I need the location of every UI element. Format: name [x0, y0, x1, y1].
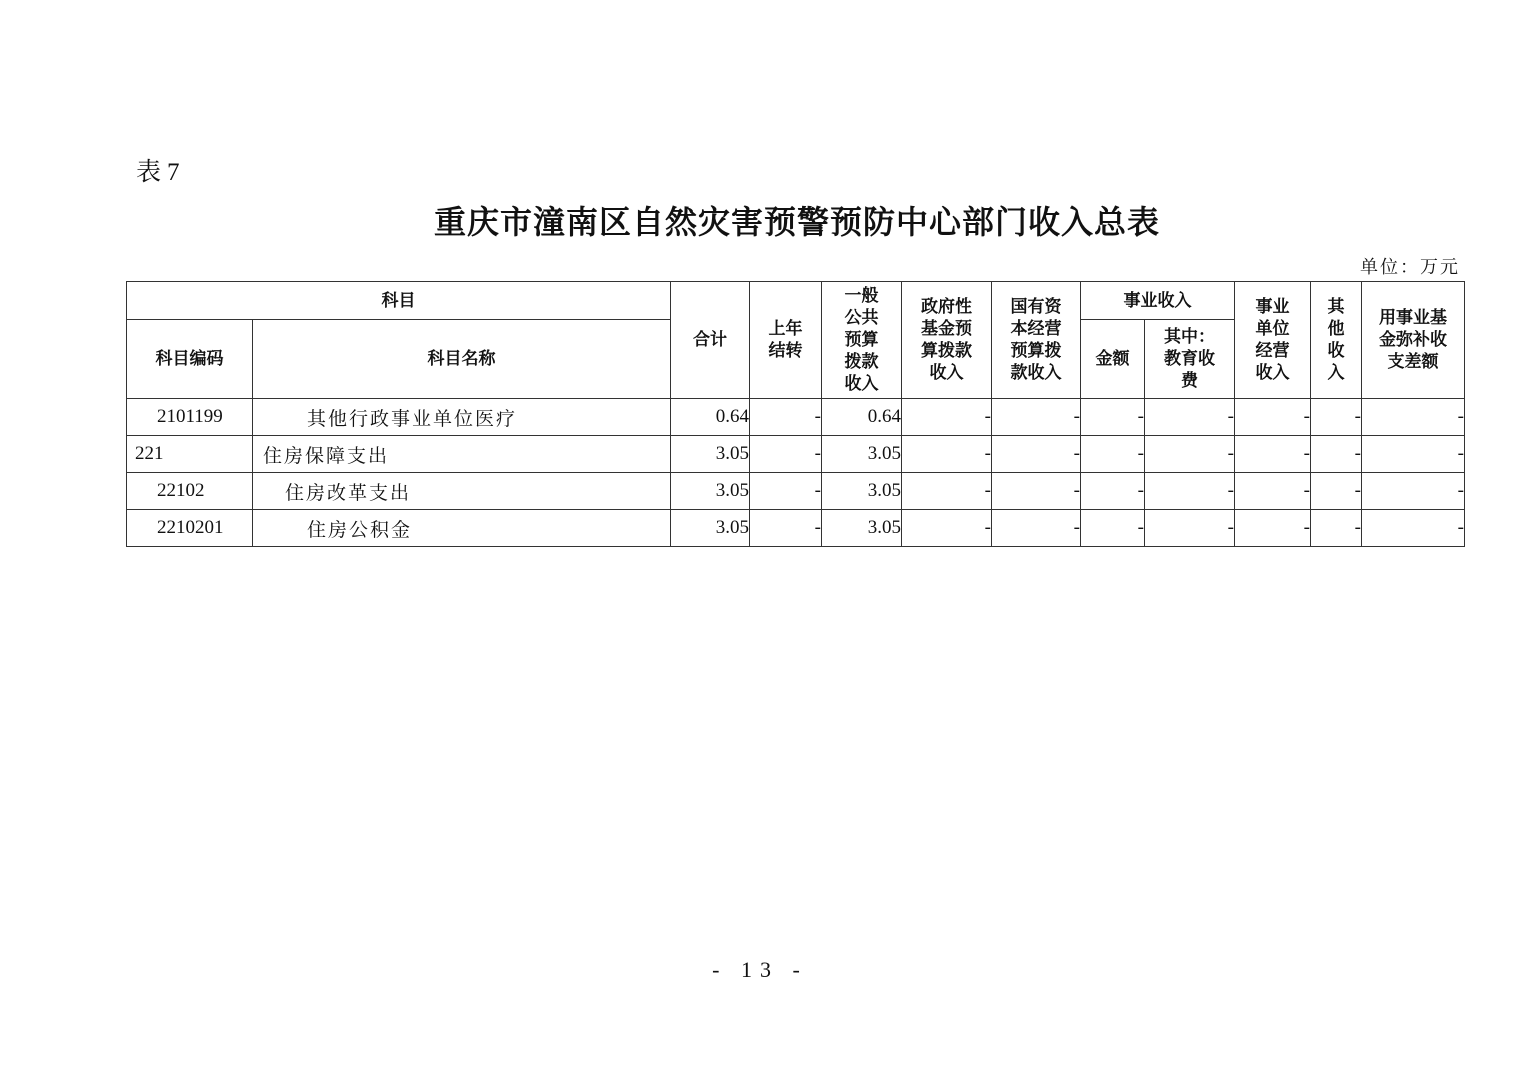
cell-unit-operating-income: - — [1235, 436, 1311, 473]
cell-general-public-budget: 3.05 — [822, 473, 902, 510]
header-business-education-fee — [1145, 320, 1235, 399]
cell-fund-to-cover-deficit: - — [1362, 399, 1465, 436]
table-row — [127, 510, 1465, 547]
table-row — [127, 473, 1465, 510]
header-state-capital-budget-text: 国有资本经营预算拨款收入 — [1010, 297, 1062, 383]
header-fund-to-cover-deficit — [1362, 282, 1465, 399]
cell-business-amount: - — [1081, 473, 1145, 510]
cell-other-income: - — [1311, 473, 1362, 510]
cell-business-education-fee: - — [1145, 436, 1235, 473]
cell-subject-code: 221 — [127, 436, 253, 473]
cell-government-fund-budget: - — [902, 399, 992, 436]
header-prior-year-carryover-text: 上年结转 — [768, 319, 803, 361]
cell-other-income: - — [1311, 436, 1362, 473]
cell-business-amount: - — [1081, 399, 1145, 436]
cell-subject-code: 2210201 — [127, 510, 253, 547]
header-government-fund-budget-text: 政府性基金预算拨款收入 — [921, 297, 972, 383]
cell-other-income: - — [1311, 399, 1362, 436]
unit-label: 单位：万元 — [1360, 257, 1460, 278]
table-row — [127, 436, 1465, 473]
cell-subject-code: 22102 — [127, 473, 253, 510]
cell-prior-year-carryover: - — [750, 473, 822, 510]
cell-total: 3.05 — [671, 436, 750, 473]
cell-total: 0.64 — [671, 399, 750, 436]
cell-unit-operating-income: - — [1235, 399, 1311, 436]
cell-general-public-budget: 3.05 — [822, 436, 902, 473]
table-header — [127, 282, 1465, 399]
table-body — [127, 399, 1465, 547]
header-subject: 科目 — [127, 282, 671, 320]
cell-prior-year-carryover: - — [750, 436, 822, 473]
header-fund-to-cover-deficit-text: 用事业基金弥补收支差额 — [1379, 308, 1447, 372]
income-summary-table — [126, 281, 1465, 547]
header-other-income-text: 其他收入 — [1327, 297, 1345, 383]
header-government-fund-budget — [902, 282, 992, 399]
header-business-income: 事业收入 — [1081, 282, 1235, 320]
cell-fund-to-cover-deficit: - — [1362, 473, 1465, 510]
header-state-capital-budget — [992, 282, 1081, 399]
cell-subject-name: 住房改革支出 — [253, 473, 671, 510]
header-subject-name: 科目名称 — [253, 320, 671, 399]
cell-other-income: - — [1311, 510, 1362, 547]
header-unit-operating-income — [1235, 282, 1311, 399]
cell-fund-to-cover-deficit: - — [1362, 436, 1465, 473]
cell-general-public-budget: 3.05 — [822, 510, 902, 547]
table-number: 7 — [167, 159, 180, 186]
header-total: 合计 — [671, 282, 750, 399]
cell-business-education-fee: - — [1145, 473, 1235, 510]
page-number: - 13 - — [712, 957, 808, 982]
cell-total: 3.05 — [671, 473, 750, 510]
cell-fund-to-cover-deficit: - — [1362, 510, 1465, 547]
cell-state-capital-budget: - — [992, 473, 1081, 510]
header-business-education-fee-text: 其中：教育收费 — [1164, 327, 1215, 391]
header-subject-code: 科目编码 — [127, 320, 253, 399]
header-unit-operating-income-text: 事业单位经营收入 — [1255, 297, 1290, 383]
cell-government-fund-budget: - — [902, 473, 992, 510]
page-title: 重庆市潼南区自然灾害预警预防中心部门收入总表 — [433, 203, 1160, 241]
cell-government-fund-budget: - — [902, 510, 992, 547]
cell-subject-name: 其他行政事业单位医疗 — [253, 399, 671, 436]
cell-state-capital-budget: - — [992, 399, 1081, 436]
header-general-public-budget — [822, 282, 902, 399]
header-business-amount: 金额 — [1081, 320, 1145, 399]
cell-business-amount: - — [1081, 436, 1145, 473]
cell-government-fund-budget: - — [902, 436, 992, 473]
cell-subject-code: 2101199 — [127, 399, 253, 436]
header-other-income — [1311, 282, 1362, 399]
cell-business-education-fee: - — [1145, 510, 1235, 547]
table-row — [127, 399, 1465, 436]
header-general-public-budget-text: 一般公共预算拨款收入 — [844, 286, 879, 394]
cell-unit-operating-income: - — [1235, 510, 1311, 547]
header-prior-year-carryover — [750, 282, 822, 399]
cell-state-capital-budget: - — [992, 510, 1081, 547]
cell-subject-name: 住房保障支出 — [253, 436, 671, 473]
table-label-text: 表 — [136, 157, 162, 186]
cell-state-capital-budget: - — [992, 436, 1081, 473]
cell-prior-year-carryover: - — [750, 510, 822, 547]
cell-total: 3.05 — [671, 510, 750, 547]
cell-business-amount: - — [1081, 510, 1145, 547]
cell-general-public-budget: 0.64 — [822, 399, 902, 436]
cell-subject-name: 住房公积金 — [253, 510, 671, 547]
cell-prior-year-carryover: - — [750, 399, 822, 436]
cell-unit-operating-income: - — [1235, 473, 1311, 510]
table-label — [136, 155, 180, 190]
cell-business-education-fee: - — [1145, 399, 1235, 436]
